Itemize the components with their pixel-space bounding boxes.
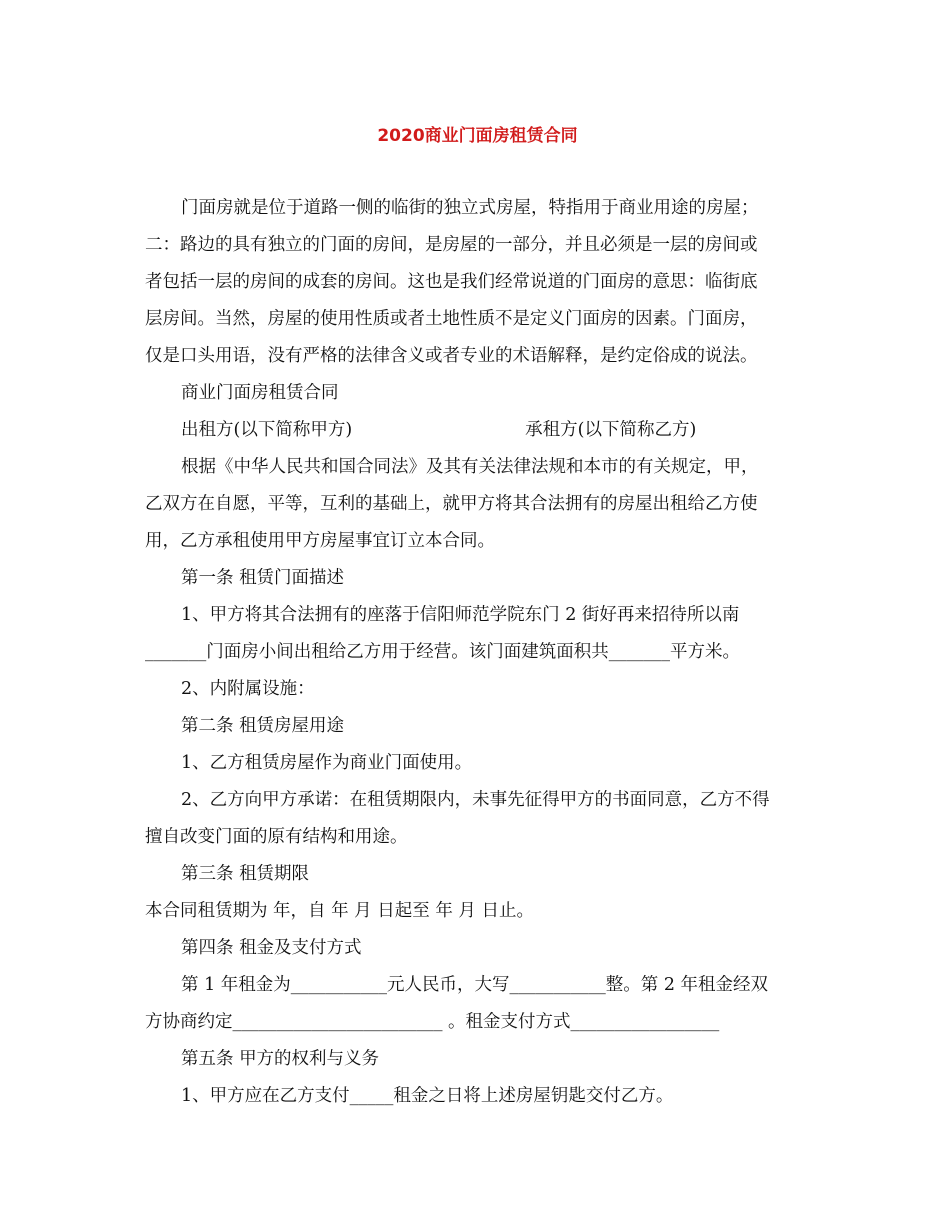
article-1-heading: 第一条 租赁门面描述: [181, 568, 345, 588]
parties-line: [145, 412, 810, 449]
intro-paragraph: [145, 190, 810, 375]
document-page: [145, 0, 810, 1230]
article-4-line: 方协商约定________________________ 。租金支付方式_________________: [145, 1012, 720, 1032]
intro-line: 门面房就是位于道路一侧的临街的独立式房屋，特指用于商业用途的房屋；: [181, 198, 759, 218]
article-4-text: [145, 967, 810, 1041]
article-2-item-1: 1、乙方租赁房屋作为商业门面使用。: [181, 753, 473, 773]
article-5-item-1: 1、甲方应在乙方支付_____租金之日将上述房屋钥匙交付乙方。: [181, 1086, 674, 1106]
article-2-item-2-line: 擅自改变门面的原有结构和用途。: [145, 827, 408, 847]
article-4-line: 第 1 年租金为___________元人民币，大写___________整。第 2 年租金经双: [181, 975, 769, 995]
document-title: 2020商业门面房租赁合同: [377, 126, 578, 146]
article-1-item-1-line: 1、甲方将其合法拥有的座落于信阳师范学院东门 2 街好再来招待所以南: [181, 605, 740, 625]
article-3-heading: 第三条 租赁期限: [181, 864, 310, 884]
party-b-label: 承租方(以下简称乙方): [525, 420, 697, 440]
article-1-item-2: 2、内附属设施：: [181, 679, 315, 699]
preamble-line: 乙双方在自愿，平等，互利的基础上，就甲方将其合法拥有的房屋出租给乙方使: [145, 494, 758, 514]
article-4-heading: 第四条 租金及支付方式: [181, 938, 362, 958]
article-1-item-1: [145, 597, 810, 671]
article-2-heading: 第二条 租赁房屋用途: [181, 716, 345, 736]
preamble-paragraph: [145, 449, 810, 560]
article-1-item-1-line: _______门面房小间出租给乙方用于经营。该门面建筑面积共_______平方米。: [145, 642, 740, 662]
article-2-item-2: [145, 782, 810, 856]
intro-line: 二：路边的具有独立的门面的房间，是房屋的一部分，并且必须是一层的房间或: [145, 235, 758, 255]
contract-heading: 商业门面房租赁合同: [181, 383, 339, 403]
intro-line: 层房间。当然，房屋的使用性质或者土地性质不是定义门面房的因素。门面房，: [145, 309, 758, 329]
party-a-label: 出租方(以下简称甲方): [181, 420, 353, 440]
intro-line: 者包括一层的房间的成套的房间。这也是我们经常说道的门面房的意思：临街底: [145, 272, 758, 292]
article-5-heading: 第五条 甲方的权利与义务: [181, 1049, 380, 1069]
article-2-item-2-line: 2、乙方向甲方承诺：在租赁期限内，未事先征得甲方的书面同意，乙方不得: [181, 790, 770, 810]
preamble-line: 用，乙方承租使用甲方房屋事宜订立本合同。: [145, 531, 495, 551]
document-body: [145, 190, 810, 1115]
article-3-text: 本合同租赁期为 年，自 年 月 日起至 年 月 日止。: [145, 901, 534, 921]
intro-line: 仅是口头用语，没有严格的法律含义或者专业的术语解释，是约定俗成的说法。: [145, 346, 758, 366]
preamble-line: 根据《中华人民共和国合同法》及其有关法律法规和本市的有关规定，甲，: [181, 457, 759, 477]
